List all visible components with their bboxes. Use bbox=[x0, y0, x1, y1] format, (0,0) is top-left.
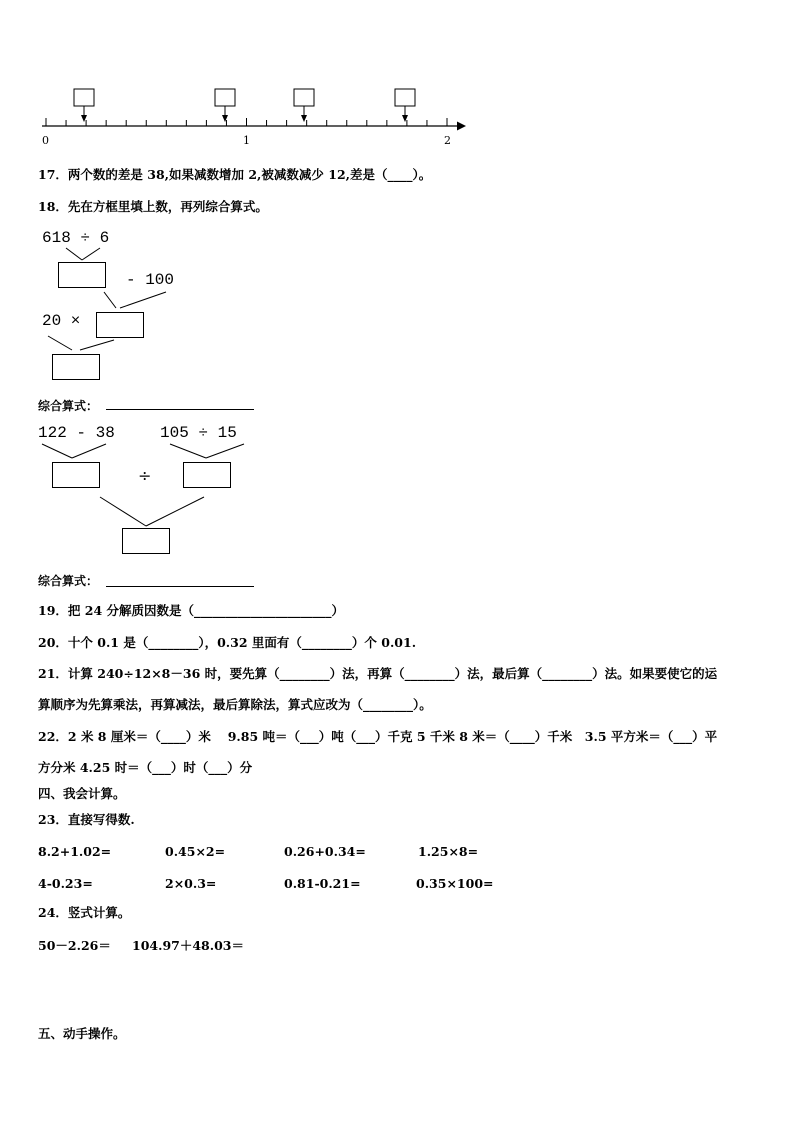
calc-item: 1.25×8= bbox=[418, 844, 479, 859]
tree2-divide-sign: ÷ bbox=[138, 466, 152, 485]
calc-item: 2×0.3= bbox=[165, 876, 217, 891]
formula-label-2: 综合算式： bbox=[38, 574, 99, 588]
formula-label-1: 综合算式： bbox=[38, 399, 99, 413]
question-24: 24．竖式计算。 bbox=[38, 905, 131, 920]
question-17: 17．两个数的差是 38,如果减数增加 2,被减数减少 12,差是（____）。 bbox=[38, 167, 432, 182]
tree2-left-expression: 122 - 38 bbox=[38, 424, 115, 442]
tick-label-1: 1 bbox=[243, 134, 250, 147]
vertical-calc-item: 104.97＋48.03＝ bbox=[132, 938, 244, 953]
tick-label-0: 0 bbox=[42, 134, 49, 147]
tree1-multiplier: 20 × bbox=[42, 312, 81, 330]
tick-label-2: 2 bbox=[444, 134, 451, 147]
calc-item: 0.45×2= bbox=[165, 844, 226, 859]
calc-item: 0.26+0.34= bbox=[284, 844, 366, 859]
question-19: 19．把 24 分解质因数是（______________________） bbox=[38, 603, 344, 618]
formula-blank-2[interactable] bbox=[106, 586, 254, 587]
question-23: 23．直接写得数. bbox=[38, 812, 135, 827]
tree2-right-expression: 105 ÷ 15 bbox=[160, 424, 237, 442]
section-4-heading: 四、我会计算。 bbox=[38, 786, 126, 801]
calc-item: 0.81-0.21= bbox=[284, 876, 361, 891]
calc-item: 4-0.23= bbox=[38, 876, 93, 891]
calc-item: 0.35×100= bbox=[416, 876, 494, 891]
calc-item: 8.2+1.02= bbox=[38, 844, 112, 859]
question-21-line-2: 算顺序为先算乘法，再算减法，最后算除法，算式应改为（________）。 bbox=[38, 697, 432, 712]
vertical-calc-item: 50－2.26＝ bbox=[38, 938, 111, 953]
question-18: 18．先在方框里填上数，再列综合算式。 bbox=[38, 199, 268, 214]
question-20: 20．十个 0.1 是（________），0.32 里面有（________）个 0.01. bbox=[38, 635, 417, 650]
section-5-heading: 五、动手操作。 bbox=[38, 1026, 126, 1041]
question-22-line-2: 方分米 4.25 时＝（___）时（___）分 bbox=[38, 760, 253, 775]
tree2-connectors bbox=[0, 0, 794, 560]
tree1-subtract-expression: - 100 bbox=[126, 271, 175, 289]
tree1-top-expression: 618 ÷ 6 bbox=[42, 229, 110, 247]
question-22-line-1: 22．2 米 8 厘米＝（____）米 9.85 吨＝（___）吨（___）千克 5 千米 8 米＝（____）千米 3.5 平方米＝（___）平 bbox=[38, 729, 718, 744]
question-21-line-1: 21．计算 240÷12×8－36 时，要先算（________）法，再算（________）法，最后算（________）法。如果要使它的运 bbox=[38, 666, 718, 681]
